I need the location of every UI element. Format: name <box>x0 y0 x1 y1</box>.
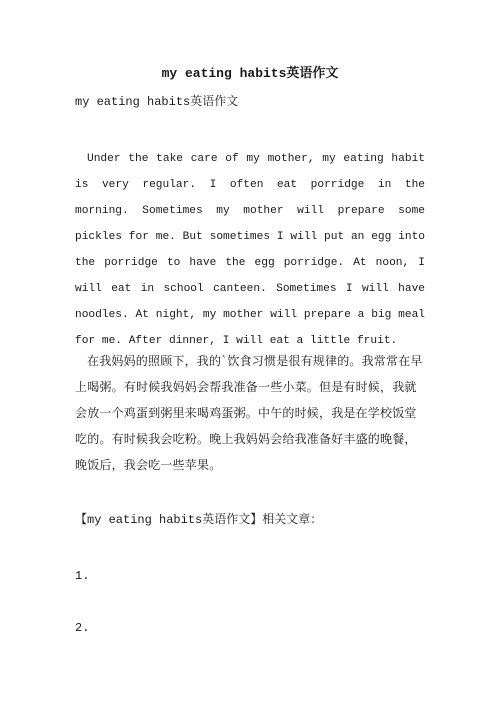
document-title: my eating habits英语作文 <box>161 66 339 81</box>
chinese-paragraph-text: 在我妈妈的照顾下，我的`饮食习惯是很有规律的。我常常在早上喝粥。有时候我妈妈会帮我准备一些小菜。但是有时候，我就会放一个鸡蛋到粥里来喝鸡蛋粥。中午的时候，我是在学校饭堂吃的。有时候我会吃粉。晚上我妈妈会给我准备好丰盛的晚餐，晚饭后，我会吃一些苹果。 <box>75 354 423 472</box>
related-item-1[interactable]: 1. <box>75 569 90 583</box>
related-articles-heading: 【my eating habits英语作文】相关文章： <box>75 513 323 527</box>
document-subtitle: my eating habits英语作文 <box>75 95 239 109</box>
chinese-paragraph <box>75 348 427 478</box>
english-paragraph <box>75 146 425 354</box>
english-paragraph-text: Under the take care of my mother, my eating habit is very regular. I often eat porridge in the morning. Sometimes my mother will prepare some pickles for me. But sometimes I will put an egg into the porridge to have the egg porridge. At noon, I will eat in school canteen. Sometimes I will have noodles. At night, my mother will prepare a big meal for me. After dinner, I will eat a little fruit. <box>75 153 425 347</box>
related-item-2[interactable]: 2. <box>75 621 90 635</box>
